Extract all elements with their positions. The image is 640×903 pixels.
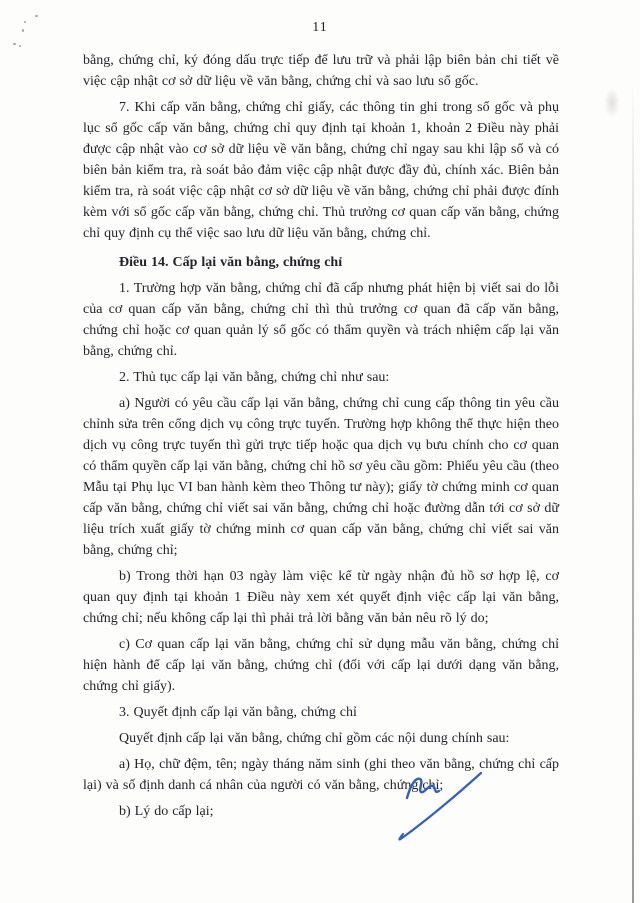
paragraph: 1. Trường hợp văn bằng, chứng chỉ đã cấp nhưng phát hiện bị viết sai do lỗi của cơ quan cấp văn bằng, chứng chỉ thì thủ trưởng cơ quan đã cấp văn bằng, chứng chỉ hoặc cơ quan quản lý sổ gốc có thẩm quyền và trách nhiệm cấp lại văn bằng, chứng chỉ. — [83, 281, 559, 359]
section-heading: Điều 14. Cấp lại văn bằng, chứng chỉ — [119, 255, 343, 270]
paragraph: 2. Thủ tục cấp lại văn bằng, chứng chỉ như sau: — [119, 370, 390, 385]
signature-scribble — [407, 779, 439, 798]
paragraph: Quyết định cấp lại văn bằng, chứng chỉ gồm các nội dung chính sau: — [119, 731, 510, 746]
scan-speck — [22, 29, 24, 32]
signature-ink — [385, 763, 495, 851]
scan-smudge — [604, 88, 620, 118]
paragraph: c) Cơ quan cấp lại văn bằng, chứng chỉ sử dụng mẫu văn bằng, chứng chỉ hiện hành để cấp lại văn bằng, chứng chỉ (đối với cấp lại dưới dạng văn bằng, chứng chỉ giấy). — [83, 637, 559, 694]
paragraph: a) Người có yêu cầu cấp lại văn bằng, chứng chỉ cung cấp thông tin yêu cầu chỉnh sửa trên cổng dịch vụ công trực tuyến. Trường hợp không thể thực hiện theo dịch vụ công trực tuyến thì gửi trực tiếp hoặc qua dịch vụ bưu chính cho cơ quan có thẩm quyền cấp lại văn bằng, chứng chỉ hồ sơ yêu cầu gồm: Phiếu yêu cầu (theo Mẫu tại Phụ lục VI ban hành kèm theo Thông tư này); giấy tờ chứng minh cơ quan cấp văn bằng, chứng chỉ viết sai văn bằng, chứng chỉ hoặc đường dẫn tới cơ sở dữ liệu trích xuất giấy tờ chứng minh cơ quan cấp văn bằng, chứng chỉ viết sai văn bằng, chứng chỉ; — [83, 396, 559, 558]
scan-speck — [24, 21, 26, 23]
signature-stroke — [399, 773, 481, 839]
scan-speck — [35, 15, 38, 17]
paragraph: 7. Khi cấp văn bằng, chứng chỉ giấy, các thông tin ghi trong sổ gốc và phụ lục sổ gốc cấp văn bằng, chứng chỉ quy định tại khoản 1, khoản 2 Điều này phải được cập nhật vào cơ sở dữ liệu về văn bằng, chứng chỉ ngay sau khi lập sổ và có biên bản kiểm tra, rà soát bảo đảm việc cập nhật được đầy đủ, chính xác. Biên bản kiểm tra, rà soát việc cập nhật cơ sở dữ liệu về văn bằng, chứng chỉ phải được đính kèm với sổ gốc cấp văn bằng, chứng chỉ. Thủ trưởng cơ quan cấp văn bằng, chứng chỉ quy định cụ thể việc sao lưu dữ liệu văn bằng, chứng chỉ. — [83, 100, 559, 241]
paragraph: 3. Quyết định cấp lại văn bằng, chứng chỉ — [119, 705, 357, 720]
paragraph: bằng, chứng chỉ, ký đóng dấu trực tiếp để lưu trữ và phải lập biên bản chi tiết về việc cập nhật cơ sở dữ liệu về văn bằng, chứng chỉ và sao lưu sổ gốc. — [83, 53, 559, 89]
paragraph: b) Lý do cấp lại; — [119, 804, 214, 819]
paragraph: a) Họ, chữ đệm, tên; ngày tháng năm sinh (ghi theo văn bằng, chứng chỉ cấp lại) và số định danh cá nhân của người có văn bằng, chứng chỉ; — [83, 757, 559, 793]
scan-speck — [13, 43, 16, 45]
scan-edge-line — [632, 80, 634, 903]
page-number: 11 — [312, 20, 328, 35]
paragraph: b) Trong thời hạn 03 ngày làm việc kể từ ngày nhận đủ hồ sơ hợp lệ, cơ quan quy định tại khoản 1 Điều này xem xét quyết định việc cấp lại văn bằng, chứng chỉ; nếu không cấp lại thì phải trả lời bằng văn bản nêu rõ lý do; — [83, 569, 559, 626]
document-body — [83, 50, 559, 822]
scan-speck — [19, 45, 21, 47]
